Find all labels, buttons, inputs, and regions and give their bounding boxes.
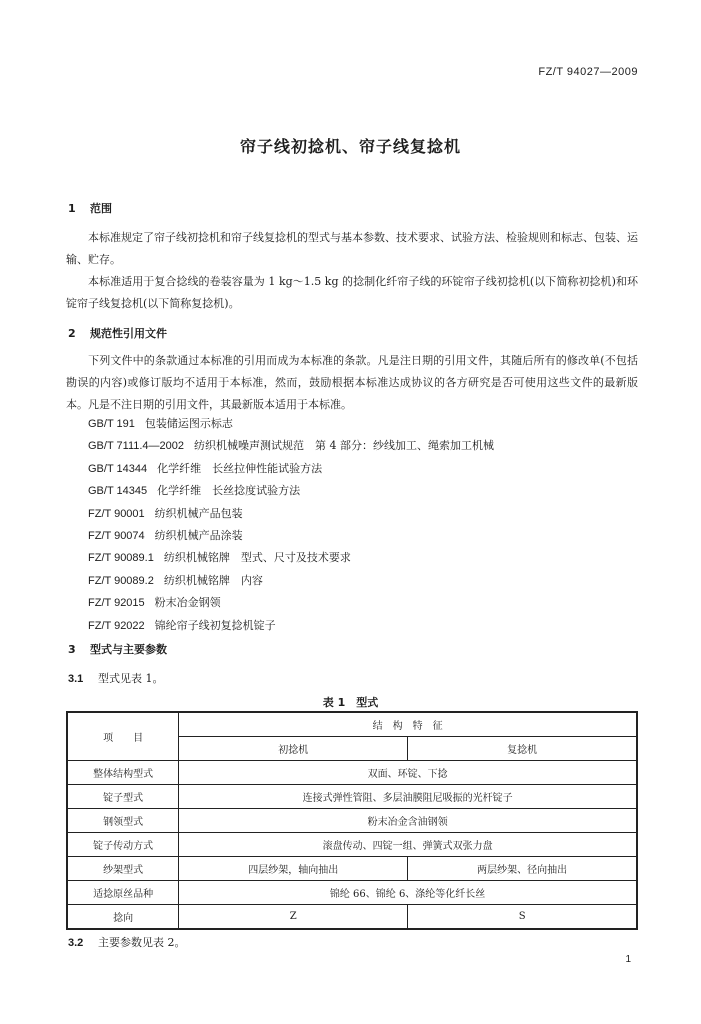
clause-3-2 [68, 934, 186, 950]
section-title: 规范性引用文件 [90, 327, 167, 340]
reference-code: FZ/T 92022 [88, 619, 145, 632]
paragraph-text: 下列文件中的条款通过本标准的引用而成为本标准的条款。凡是注日期的引用文件，其随后所有的修改单(不包括勘误的内容)或修订版均不适用于本标准，然而，鼓励根据本标准达成协议的各方研究是否可使用这些文件的最新版本。凡是不注日期的引用文件，其最新版本适用于本标准。 [66, 354, 638, 411]
table-header-row [67, 712, 637, 737]
section-number: 1 [68, 202, 76, 215]
table-row [67, 857, 637, 881]
clause-text: 主要参数见表 2。 [98, 936, 186, 949]
reference-item [88, 615, 494, 637]
section-title: 范围 [90, 202, 112, 215]
reference-item [88, 592, 494, 614]
section-title: 型式与主要参数 [90, 643, 167, 656]
row-value: 双面、环锭、下捻 [179, 761, 637, 785]
normative-reference-list [88, 413, 494, 637]
row-label: 锭子型式 [67, 785, 179, 809]
header-item: 项 目 [67, 712, 179, 761]
row-value: 锦纶 66、锦纶 6、涤纶等化纤长丝 [179, 881, 637, 905]
paragraph-text: 本标准规定了帘子线初捻机和帘子线复捻机的型式与基本参数、技术要求、试验方法、检验规则和标志、包装、运输、贮存。 [66, 231, 638, 266]
reference-title: 锦纶帘子线初复捻机锭子 [154, 618, 276, 632]
clause-3-1 [68, 670, 164, 686]
section-3-heading [68, 641, 167, 657]
row-value-cabling: 两层纱架、径向抽出 [408, 857, 637, 881]
clause-number: 3.2 [68, 937, 84, 949]
table-row [67, 785, 637, 809]
row-value: 粉末冶金含油钢领 [179, 809, 637, 833]
row-label: 整体结构型式 [67, 761, 179, 785]
reference-title: 包装储运图示标志 [144, 417, 233, 430]
row-value: 滚盘传动、四锭一组、弹簧式双张力盘 [179, 833, 637, 857]
header-primary-twister: 初捻机 [179, 737, 408, 761]
row-value-primary: 四层纱架，轴向抽出 [179, 857, 408, 881]
row-label: 钢领型式 [67, 809, 179, 833]
row-value-primary: Z [179, 905, 408, 930]
section-number: 3 [68, 643, 76, 656]
standard-code: FZ/T 94027—2009 [538, 66, 638, 78]
reference-code: GB/T 191 [88, 418, 135, 430]
section-number: 2 [68, 327, 76, 340]
section-2-paragraph-1 [66, 350, 638, 416]
table-row [67, 905, 637, 930]
table-row [67, 809, 637, 833]
reference-title: 纺织机械噪声测试规范 第 4 部分：纱线加工、绳索加工机械 [194, 439, 495, 453]
reference-code: FZ/T 90089.2 [88, 574, 154, 587]
reference-code: FZ/T 90089.1 [88, 552, 154, 565]
reference-item [88, 503, 494, 525]
table-row [67, 881, 637, 905]
row-value-cabling: S [408, 905, 637, 930]
reference-title: 纺织机械产品涂装 [154, 528, 243, 542]
row-label: 适捻原丝品种 [67, 881, 179, 905]
reference-title: 纺织机械铭牌 型式、尺寸及技术要求 [163, 551, 351, 565]
header-cabling-twister: 复捻机 [408, 737, 637, 761]
section-2-heading [68, 325, 167, 341]
clause-number: 3.1 [68, 673, 84, 685]
table-1-caption: 表 1 型式 [322, 696, 379, 709]
reference-code: GB/T 14344 [88, 462, 148, 475]
reference-item [88, 547, 494, 569]
clause-text: 型式见表 1。 [98, 672, 164, 685]
reference-title: 化学纤维 长丝捻度试验方法 [157, 484, 301, 498]
page-number: 1 [625, 954, 631, 965]
table-row [67, 761, 637, 785]
reference-title: 粉末冶金钢领 [154, 596, 221, 610]
reference-item [88, 458, 494, 480]
paragraph-text: 本标准适用于复合捻线的卷装容量为 1 kg～1.5 kg 的捻制化纤帘子线的环锭帘子线初捻机(以下简称初捻机)和环锭帘子线复捻机(以下简称复捻机)。 [66, 275, 638, 310]
reference-title: 化学纤维 长丝拉伸性能试验方法 [157, 461, 323, 475]
table-1 [66, 711, 638, 930]
reference-item [88, 570, 494, 592]
reference-code: GB/T 14345 [88, 485, 148, 498]
reference-title: 纺织机械产品包装 [154, 506, 243, 520]
reference-item [88, 525, 494, 547]
section-1-paragraph-2 [66, 271, 638, 315]
document-title: 帘子线初捻机、帘子线复捻机 [239, 137, 461, 156]
section-1-paragraph-1 [66, 227, 638, 271]
reference-code: FZ/T 90074 [88, 529, 145, 542]
section-1-heading [68, 200, 112, 216]
reference-item [88, 413, 494, 435]
reference-item [88, 435, 494, 457]
row-value: 连接式弹性管阻、多层油膜阻尼吸振的光杆锭子 [179, 785, 637, 809]
row-label: 锭子传动方式 [67, 833, 179, 857]
header-structure: 结 构 特 征 [179, 712, 637, 737]
reference-code: FZ/T 90001 [88, 507, 145, 520]
reference-code: GB/T 7111.4—2002 [88, 440, 185, 453]
reference-title: 纺织机械铭牌 内容 [163, 573, 263, 587]
table-row [67, 833, 637, 857]
row-label: 纱架型式 [67, 857, 179, 881]
row-label: 捻向 [67, 905, 179, 930]
reference-code: FZ/T 92015 [88, 597, 145, 610]
reference-item [88, 480, 494, 502]
